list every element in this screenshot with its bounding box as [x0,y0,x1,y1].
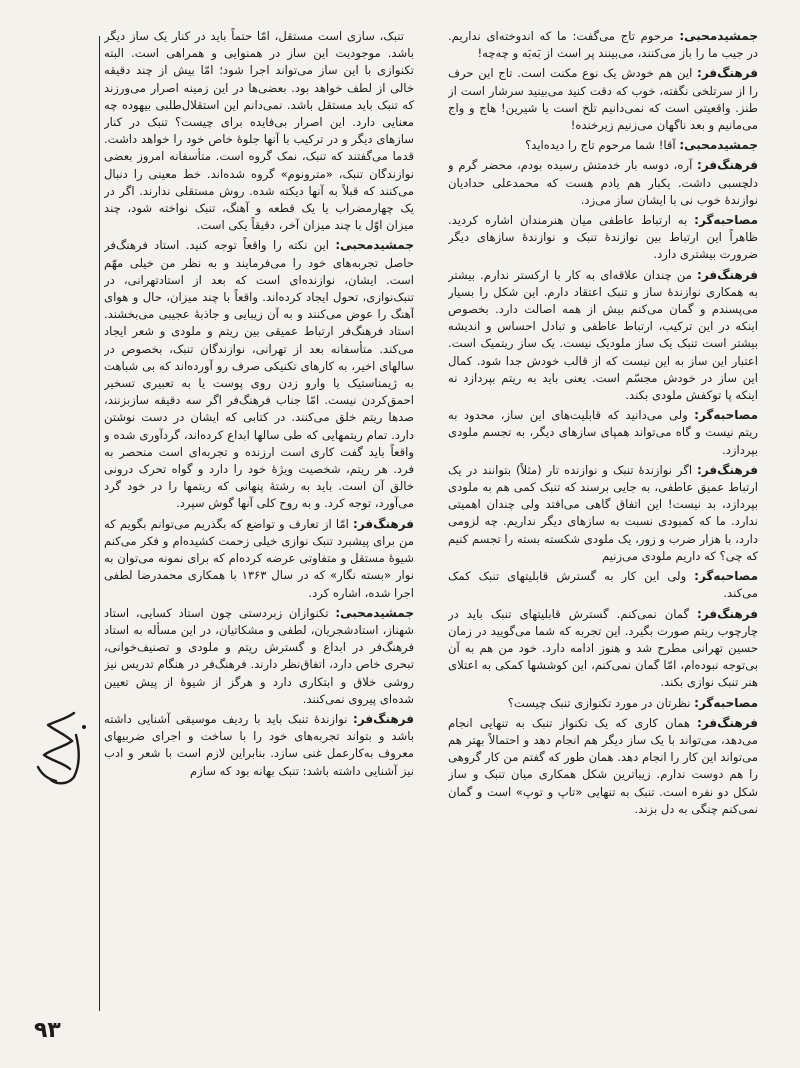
paragraph [104,605,414,708]
paragraph-text: آره، دوسه بار خدمتش رسیده بودم، محضر گرم و دلچسبی داشت. یکبار هم یادم هست که محمدعلی حدادیان نوازندهٔ خوب نی با ایشان ساز می‌زد. [448,158,758,207]
speaker-label: جمشید‌محبی: [679,29,758,43]
paragraph-text: نوازندهٔ تنبک باید با ردیف موسیقی آشنایی داشته باشد و بتواند تجربه‌های خود را با ساخت و اجرای ضربیهای معروف به‌کارعمل غنی سازد. بنابراین لازم است با شعر و ادب نیز آشنایی داشته باشد: تنبک بهانه بود که سازم [104,711,414,778]
paragraph [104,237,414,512]
column-divider-rule [99,36,100,1011]
paragraph [104,516,414,602]
speaker-label: فرهنگ‌فر: [697,158,758,173]
paragraph [448,28,758,62]
paragraph [448,157,758,209]
paragraph-text: اگر نوازندهٔ تنبک و نوازنده تار (مثلاً) بتوانند در یک ارتباط عمیق عاطفی، به جایی برسند که تنبک کمی هم به ملودی بپردازد، بد نیست! این اتفاق گاهی می‌افتد ولی چندان اهمیتی ندارد. ما که کمبودی نسبت به سازهای دیگر نداریم. چه لزومی دارد، با هزار ضرب و زور، یک ملودی شکسته بسته را تجسم کنیم که چی؟ که داریم ملودی می‌زنیم [448,462,758,563]
paragraph [448,462,758,565]
paragraph-text: ولی این کار به گسترش قابلیتهای تنبک کمک می‌کند. [448,569,758,601]
speaker-label: فرهنگ‌فر: [697,462,758,477]
paragraph [448,695,758,712]
paragraph [448,212,758,264]
paragraph-text: امّا از تعارف و تواضع که بگذریم می‌توانم بگویم که من برای پیشبرد تنبک نوازی خیلی زحمت کشیده‌ام و فکر می‌کنم شیوهٔ مستقل و متفاوتی عرضه کرده‌ام که برای نمونه می‌توان به نوار «بسته نگار» که در سال ۱۳۶۳ با همکاری محمدرضا لطفی اجرا شده، اشاره کرد. [104,516,414,600]
paragraph [448,65,758,134]
paragraph-text: ولی می‌دانید که قابلیت‌های این ساز، محدود به ریتم نیست و گاه می‌تواند همپای سازهای دیگر، به تجسم ملودی بپردازد. [448,408,758,457]
kerman-signature-logo [26,705,96,790]
speaker-label: مصاحبه‌گر: [694,213,758,228]
paragraph-text: همان کاری که یک تکنواز تنبک به تنهایی انجام می‌دهد، می‌تواند با یک ساز دیگر هم انجام دهد و احتمالاً بهتر هم می‌تواند این کار را انجام دهد. همان طور که گفتم من کار گروهی را هم دوست ندارم. زیباترین شکل همکاری میان تنبک و ساز شکل دو نفره است. تنبک به تنهایی «تاپ و توپ» است و گمان نمی‌کنم چنگی به دل بزند. [448,715,758,816]
speaker-label: فرهنگ‌فر: [697,66,758,81]
paragraph-text: گمان نمی‌کنم. گسترش قابلیتهای تنبک باید در چارچوب ریتم صورت بگیرد. این تجربه که شما می‌گویید در زمان حسین تهرانی مطرح شد و هنوز ادامه دارد. خود من هم به آن بی‌توجه نبوده‌ام، امّا گمان نمی‌کنم، این کوششها کمکی به اعتلای هنر تنبک نوازی بکند. [448,606,758,690]
paragraph [448,267,758,405]
paragraph [104,711,414,780]
speaker-label: جمشید‌محبی: [335,238,414,253]
speaker-label: فرهنگ‌فر: [353,711,414,726]
text-column-left [104,28,414,1013]
speaker-label: جمشید‌محبی: [335,605,414,620]
paragraph-text: تکنوازان زبردستی چون استاد کسایی، استاد شهناز، استادشجریان، لطفی و مشکاتیان، در این مسأله به استاد فرهنگ‌فر در ابداع و گسترش ریتم و ملودی و تصنیف‌خوانی، تبحری خاص دارد، اتفاق‌نظر دارند. فرهنگ‌فر در هنگام تدریس نیز روشی خلاق و ابتکاری دارد و هرگز از شیوهٔ از پیش تعیین شده‌ای پیروی نمی‌کنند. [104,605,414,706]
paragraph [448,568,758,602]
paragraph-text: مرحوم تاج می‌گفت: ما که اندوخته‌ای نداریم. در جیب ما را باز می‌کنند، می‌بینند پر است از بَه‌بَه و چه‌چه! [448,29,758,61]
page-number: ۹۳ [34,1018,61,1043]
speaker-label: جمشید‌محبی: [679,138,758,153]
speaker-label: فرهنگ‌فر: [697,715,758,730]
paragraph-text: نظرتان در مورد تکنوازی تنبک چیست؟ [507,695,695,710]
paragraph [448,606,758,692]
speaker-label: مصاحبه‌گر: [694,408,758,423]
speaker-label: فرهنگ‌فر: [697,606,758,621]
paragraph [104,28,414,234]
paragraph [448,715,758,818]
speaker-label: فرهنگ‌فر: [353,516,414,531]
paragraph [448,407,758,459]
speaker-label: مصاحبه‌گر: [694,695,758,710]
text-column-right [448,28,758,1013]
paragraph-text: آقا! شما مرحوم تاج را دیده‌اید؟ [525,138,680,153]
paragraph-text: به ارتباط عاطفی میان هنرمندان اشاره کردید. ظاهراً این ارتباط بین نوازندهٔ تنبک و نوازندهٔ سازهای دیگر ضرورت بیشتری دارد. [448,213,758,262]
speaker-label: فرهنگ‌فر: [697,267,758,282]
paragraph-text: این هم خودش یک نوع مکنت است. تاج این حرف را از سرتلخی نگفته، خوب که دقت کنید می‌بینید سرشار است از طنز. واقعیتی است که نمی‌دانیم تلخ است یا شیرین! هاج و واج می‌مانیم و بعد ناگهان می‌زنیم زیرخنده! [448,66,758,133]
paragraph-text: این نکته را واقعاً توجه کنید. استاد فرهنگ‌فر حاصل تجربه‌های خود را می‌فرمایند و به نظر من خیلی مهّم است. ایشان، نوازنده‌ای است که بعد از استادتهرانی، در تنبک‌نوازی، تحول ایجاد کرده‌اند. واقعاً با چند میزان، حال و هوای آهنگ را عوض می‌کنند و به آن زیبایی و جاذبهٔ عجیبی می‌بخشند. استاد فرهنگ‌فر ارتباط عمیقی بین ریتم و ملودی و شعر ایجاد می‌کند. متأسفانه بعد از تهرانی، نوازندگان تنبک، بخصوص در سالهای اخیر، به کارهای تکنیکی صرف رو آورده‌اند که بی شباهت به ژیمناستیک یا وارو زدن روی پوست یا به تعبیری تسخیر احمق‌کردن نیست. امّا جناب فرهنگ‌فر اگر سه دقیقه سازبزنند، صدها ریتم خلق می‌کنند. در کتابی که ایشان در دست نوشتن دارد. تمام ریتمهایی که طی سالها ابداع کرده‌اند، گردآوری شده و واقعاً باید گفت کاری است ارزنده و تجربه‌ای است منحصر به فرد. هر ریتم، شخصیت ویژهٔ خود را دارد و گواه تحرک درونی خالق آن است. باید به رشتهٔ پنهانی که ریتمها را در خود گرد می‌آورد، توجه کرد. و به روح کلی آنها گوش سپرد. [104,238,414,511]
paragraph-text: من چندان علاقه‌ای به کار با ارکستر ندارم. بیشتر به همکاری نوازندهٔ ساز و تنبک اعتقاد دارم. این شکل را بسیار می‌پسندم و گمان می‌کنم بیش از همه اصالت دارد. بخصوص اینکه در این ترکیب، ارتباط عاطفی و تبادل احساس و اندیشه بیشتر است تنبک یک ساز ملودیک نیست. یک ساز ریتمیک است. اعتبار این ساز به این نیست که از قالب خودش جدا شود. کمال این ساز در خودش مجسّم است. یعنی باید به ریتم بپردازد نه اینکه پا توکفش ملودی بکند. [448,267,758,403]
paragraph-text: تنبک، سازی است مستقل، امّا حتماً باید در کنار یک ساز دیگر باشد. موجودیت این ساز در همنوایی و همراهی است. البته تکنوازی با این ساز می‌تواند اجرا شود؛ امّا بیش از چند دقیقه خالی از لطف خواهد بود. بعضی‌ها در این زمینه اصرار می‌ورزند که تنبک باید مستقل باشد. نمی‌دانم این استقلال‌طلبی بیهوده چه معنایی دارد. این اصرار بی‌فایده برای چیست؟ تنبک در کنار سازهای دیگر و در ترکیب با آنها جلوهٔ خاص خود را خواهد داشت. قدما می‌گفتند که تنبک، نمک گروه است. متأسفانه امروز بعضی نوازندگان تنبک، «مترونوم» گروه شده‌اند. خط معینی را دنبال می‌کنند که قبلاً به آنها دیکته شده. روش مستقلی ندارند. اگر در یک چهارمضراب یا یک قطعه و آهنگ، تنبک نواخته شود، چند میزان اوّل با چند میزان آخر، دقیقاً یکی است. [104,29,414,233]
speaker-label: مصاحبه‌گر: [694,569,758,584]
paragraph [448,137,758,154]
